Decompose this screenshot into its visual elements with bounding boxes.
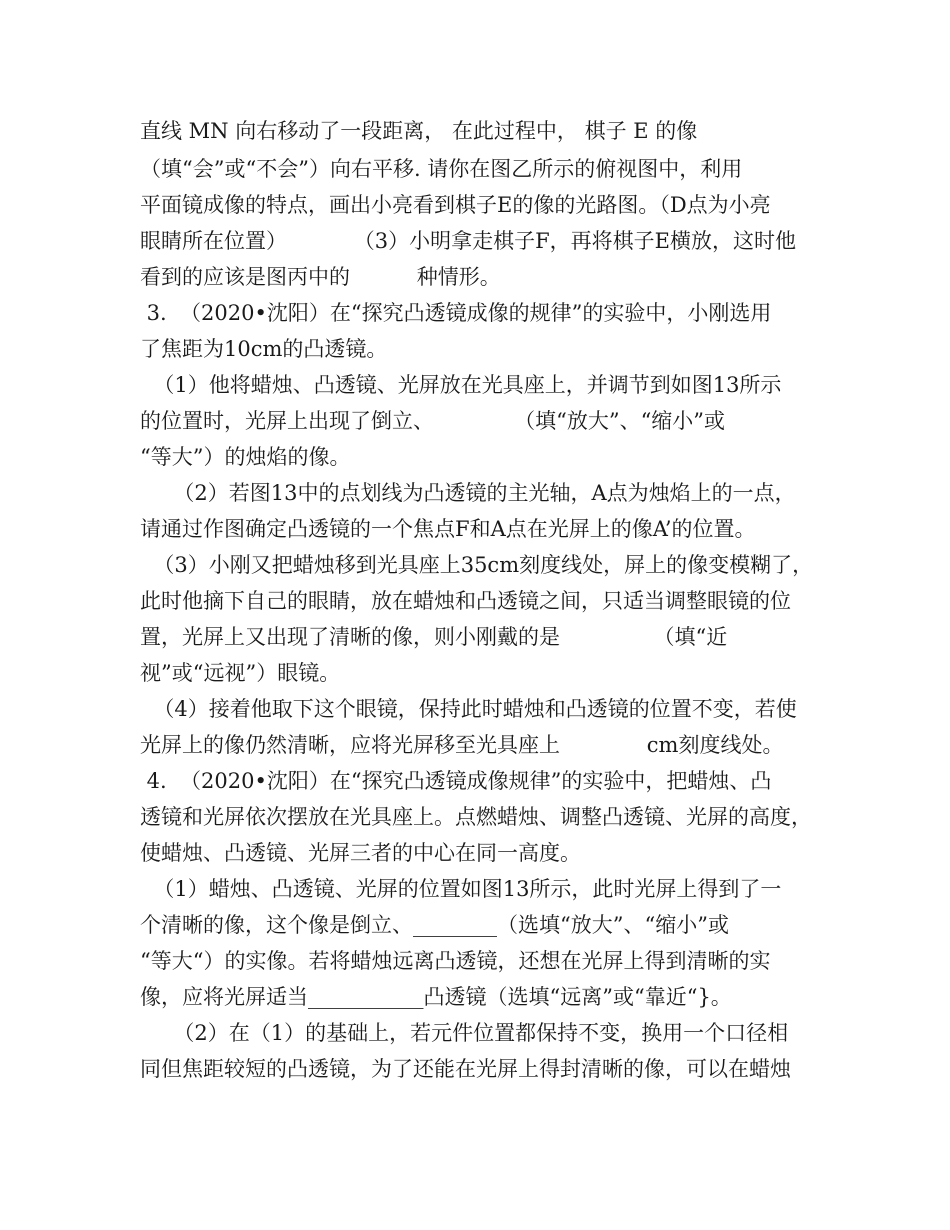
text-line: （4）接着他取下这个眼镜，保持此时蜡烛和凸透镜的位置不变，若使: [140, 697, 797, 721]
text-line: （1）他将蜡烛、凸透镜、光屏放在光具座上，并调节到如图13所示: [140, 373, 782, 397]
text-line: 请通过作图确定凸透镜的一个焦点F和A点在光屏上的像A’的位置。: [140, 517, 756, 541]
text-line: 的位置时，光屏上出现了倒立、 （填“放大”、“缩小”或: [140, 409, 726, 433]
text-line: 使蜡烛、凸透镜、光屏三者的中心在同一高度。: [140, 841, 581, 865]
text-line: 置，光屏上又出现了清晰的像，则小刚戴的是 （填“近: [140, 625, 728, 649]
text-line: 平面镜成像的特点，画出小亮看到棋子E的像的光路图。（D点为小亮: [140, 193, 771, 217]
text-line: 同但焦距较短的凸透镜，为了还能在光屏上得封清晰的像，可以在蜡烛: [140, 1057, 791, 1081]
text-line: （2）若图13中的点划线为凸透镜的主光轴，A点为烛焰上的一点，: [140, 481, 796, 505]
text-line: 了焦距为10cm的凸透镜。: [140, 337, 388, 361]
text-line: 4. （2020•沈阳）在“探究凸透镜成像规律”的实验中，把蜡烛、凸: [140, 769, 772, 793]
text-line: 此时他摘下自己的眼睛，放在蜡烛和凸透镜之间，只适当调整眼镜的位: [140, 589, 791, 613]
text-line: 个清晰的像，这个像是倒立、________（选填“放大”、“缩小”或: [140, 913, 729, 937]
text-line: 直线 MN 向右移动了一段距离， 在此过程中， 棋子 E 的像: [140, 119, 698, 143]
text-line: 3. （2020•沈阳）在“探究凸透镜成像的规律”的实验中，小刚选用: [140, 301, 772, 325]
text-line: 光屏上的像仍然清晰，应将光屏移至光具座上 cm刻度线处。: [140, 733, 784, 757]
text-line: （1）蜡烛、凸透镜、光屏的位置如图13所示，此时光屏上得到了一: [140, 877, 782, 901]
text-line: （3）小刚又把蜡烛移到光具座上35cm刻度线处，屏上的像变模糊了，: [140, 553, 814, 577]
text-line: 像，应将光屏适当___________凸透镜（选填“远离”或“靠近“}。: [140, 985, 732, 1009]
text-line: “等大”）的烛焰的像。: [140, 445, 351, 469]
text-line: 看到的应该是图丙中的 种情形。: [140, 265, 501, 289]
text-line: 眼睛所在位置） （3）小明拿走棋子F，再将棋子E横放，这时他: [140, 229, 797, 253]
text-line: “等大“）的实像。若将蜡烛远离凸透镜，还想在光屏上得到清晰的实: [140, 949, 771, 973]
text-line: （2）在（1）的基础上，若元件位置都保持不变，换用一个口径相: [140, 1021, 789, 1045]
text-line: 视”或“远视”）眼镜。: [140, 661, 341, 685]
text-line: （填“会”或“不会”）向右平移. 请你在图乙所示的俯视图中，利用: [140, 157, 743, 181]
text-line: 透镜和光屏依次摆放在光具座上。点燃蜡烛、调整凸透镜、光屏的高度，: [140, 805, 812, 829]
